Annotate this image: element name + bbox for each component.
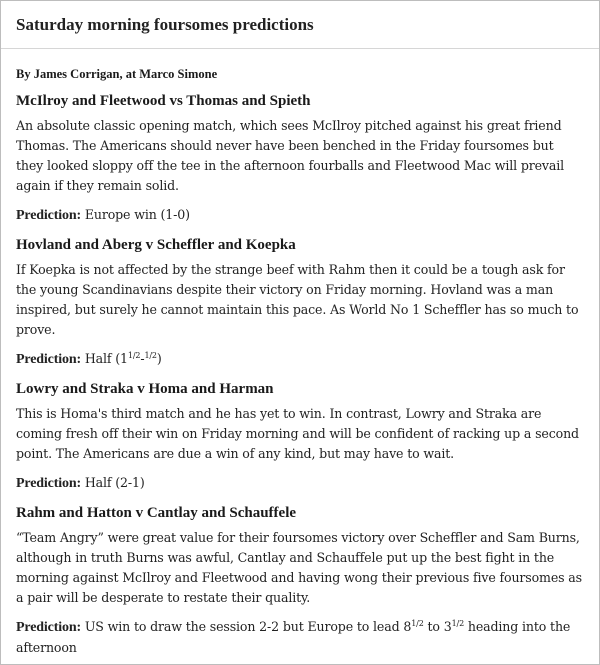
card-header [1, 1, 599, 49]
match-heading: Lowry and Straka v Homa and Harman [16, 381, 274, 397]
article-body [1, 66, 599, 658]
match-heading: Hovland and Aberg v Scheffler and Koepka [16, 237, 296, 253]
match-prediction [16, 617, 584, 658]
match-description: An absolute classic opening match, which sees McIlroy pitched against his great friend Thomas. The Americans should never have been benched in the Friday foursomes but they looked sloppy off the tee in the afternoon fourballs and Fleetwood Mac will prevail again if they remain solid. [16, 118, 564, 193]
match-prediction [16, 473, 584, 494]
match-heading: McIlroy and Fleetwood vs Thomas and Spieth [16, 93, 311, 109]
prediction-label: Prediction: [16, 208, 81, 223]
prediction-text: - [140, 351, 145, 366]
match-description: “Team Angry” were great value for their foursomes victory over Scheffler and Sam Burns, although in truth Burns was awful, Cantlay and Schauffele put up the best fight in the morning against McIlroy and Fleetwood and having wong their previous five foursomes as a pair will be desperate to restate their quality. [16, 530, 582, 605]
prediction-value [16, 619, 570, 655]
match-heading: Rahm and Hatton v Cantlay and Schauffele [16, 505, 297, 521]
prediction-label: Prediction: [16, 620, 81, 635]
prediction-text: Half (1 [84, 351, 128, 366]
prediction-value: Half (2-1) [84, 475, 145, 490]
match-prediction [16, 349, 584, 370]
fraction: 1/2 [451, 618, 465, 628]
prediction-text: US win to draw the session 2-2 but Europe to lead 8 [84, 619, 412, 634]
fraction: 1/2 [411, 618, 424, 628]
prediction-label: Prediction: [16, 352, 81, 367]
prediction-label: Prediction: [16, 476, 81, 491]
match-description: This is Homa's third match and he has yet to win. In contrast, Lowry and Straka are coming fresh off their win on Friday morning and will be confident of racking up a second point. The Americans are due a win of any kind, but may have to wait. [16, 406, 579, 461]
prediction-value: Europe win (1-0) [84, 207, 190, 222]
byline: By James Corrigan, at Marco Simone [16, 67, 218, 81]
prediction-text: heading into the afternoon [16, 619, 571, 655]
prediction-value [85, 351, 162, 366]
prediction-text: to 3 [423, 619, 452, 634]
fraction: 1/2 [144, 350, 157, 360]
page-title: Saturday morning foursomes predictions [16, 14, 314, 34]
match-prediction [16, 205, 584, 226]
fraction: 1/2 [127, 350, 141, 360]
match-description: If Koepka is not affected by the strange beef with Rahm then it could be a tough ask for the young Scandinavians despite their victory on Friday morning. Hovland was a man inspired, but surely he cannot maintain this pace. As World No 1 Scheffler has so much to prove. [16, 262, 579, 337]
prediction-text: ) [156, 351, 162, 366]
